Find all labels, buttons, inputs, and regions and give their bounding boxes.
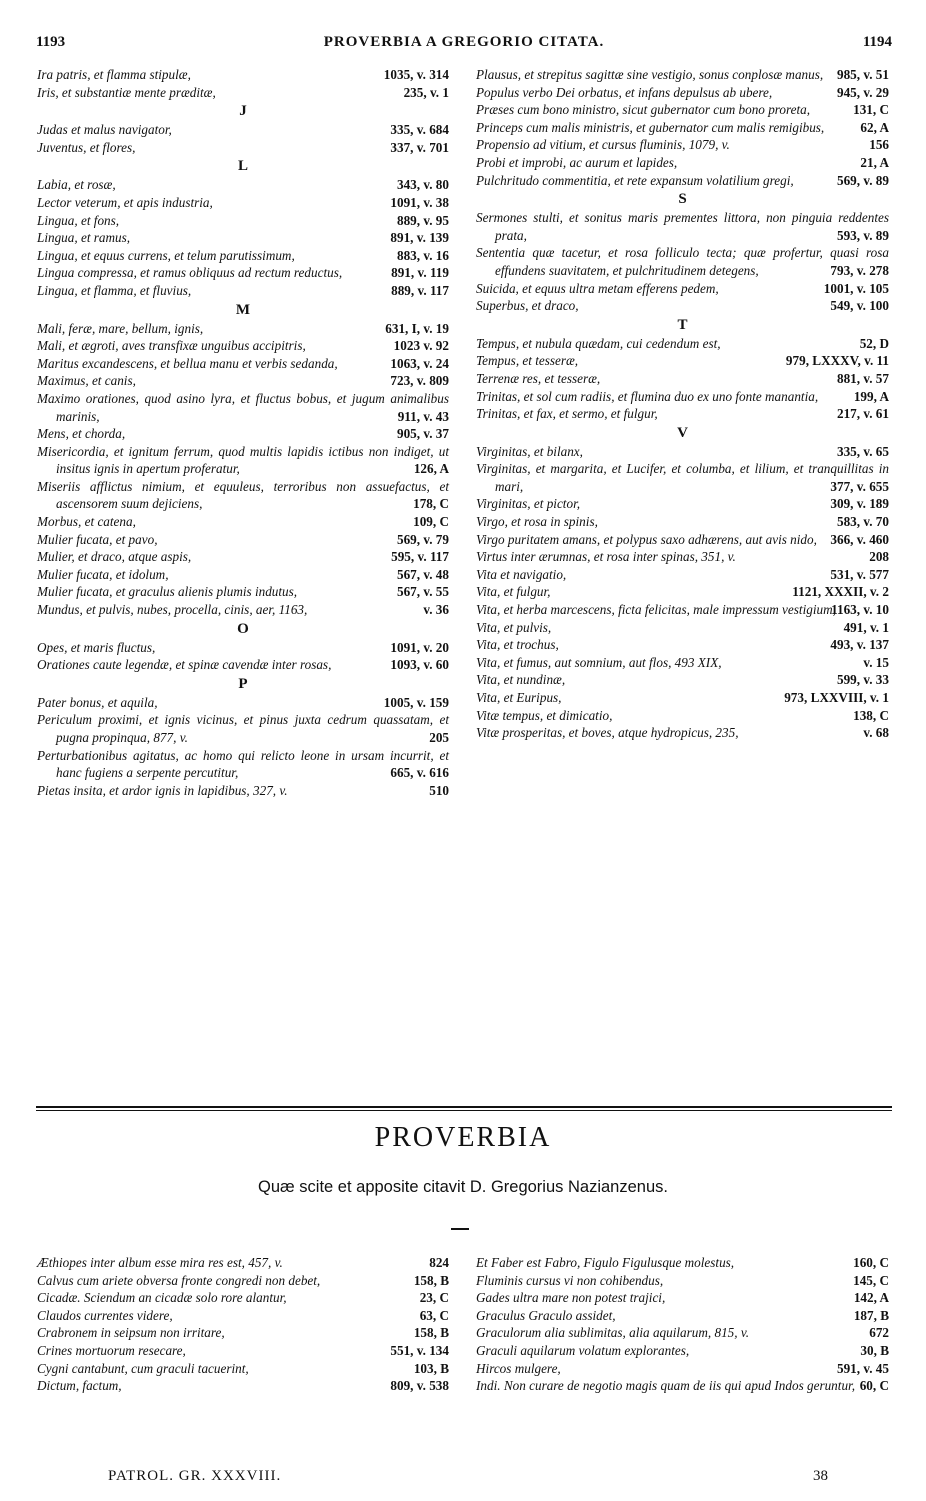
- entry-text: Virginitas, et margarita, et Lucifer, et columba, et lilium, et tranquillitas in mari,: [476, 461, 889, 494]
- entry-reference: v. 68: [863, 725, 889, 741]
- entry-reference: 583, v. 70: [836, 514, 889, 530]
- entry-text: Virtus inter ærumnas, et rosa inter spinas, 351, v.: [476, 549, 736, 565]
- entry-text: Mali, feræ, mare, bellum, ignis,: [37, 320, 204, 336]
- entry-text: Ira patris, et flamma stipulæ,: [37, 67, 191, 82]
- entry-text: Mali, et ægroti, aves transfixæ unguibus accipitris,: [37, 338, 306, 354]
- index-entry: [476, 495, 889, 513]
- index-entry: [476, 707, 889, 725]
- entry-text: Mundus, et pulvis, nubes, procella, cinis, aer, 1163,: [37, 602, 308, 618]
- index-entry: [37, 121, 449, 139]
- entry-reference: 30, B: [860, 1342, 889, 1358]
- entry-text: Trinitas, et fax, et sermo, et fulgur,: [476, 406, 658, 422]
- section-subtitle: Quæ scite et apposite citavit D. Gregorius Nazianzenus.: [258, 1178, 668, 1196]
- entry-text: Mulier fucata, et idolum,: [37, 566, 169, 582]
- entry-text: Hircos mulgere,: [476, 1360, 561, 1376]
- entry-reference: 366, v. 460: [830, 531, 889, 547]
- index-entry: [476, 335, 889, 353]
- entry-text: Cygni cantabunt, cum graculi tacuerint,: [37, 1360, 249, 1376]
- index-entry: [37, 264, 449, 282]
- index-entry: [476, 84, 889, 102]
- entry-reference: 809, v. 538: [390, 1378, 449, 1394]
- index-entry: [37, 320, 449, 338]
- section-dash: [451, 1228, 469, 1230]
- index-entry: [37, 478, 449, 513]
- index-entry: [476, 548, 889, 566]
- entry-text: Virginitas, et pictor,: [476, 496, 581, 512]
- entry-text: Vita, et pulvis,: [476, 619, 552, 635]
- section-rule-thin: [36, 1110, 892, 1111]
- index-entry: [476, 513, 889, 531]
- entry-reference: 235, v. 1: [403, 84, 449, 100]
- entry-text: Miseriis afflictus nimium, et equuleus, terroribus non assuefactus, et ascensorem suum dejiciens,: [37, 478, 449, 512]
- entry-text: Graculorum alia sublimitas, alia aquilarum, 815, v.: [476, 1325, 750, 1341]
- entry-reference: 491, v. 1: [843, 619, 889, 635]
- index-entry: [476, 724, 889, 742]
- index-entry: [476, 370, 889, 388]
- entry-text: Dictum, factum,: [37, 1378, 122, 1394]
- index-entry: [37, 656, 449, 674]
- entry-text: Lingua, et equus currens, et telum parutissimum,: [37, 247, 295, 263]
- entry-reference: 1005, v. 159: [383, 694, 449, 710]
- entry-reference: 1091, v. 38: [390, 194, 449, 210]
- page-number-left: 1193: [36, 34, 66, 50]
- entry-reference: 824: [429, 1255, 449, 1270]
- entry-text: Mulier, et draco, atque aspis,: [37, 549, 192, 565]
- entry-reference: 551, v. 134: [390, 1342, 449, 1358]
- index-entry: [476, 119, 889, 137]
- entry-reference: 178, C: [413, 496, 449, 512]
- entry-text: Præses cum bono ministro, sicut gubernator cum bono proreta,: [476, 102, 811, 118]
- index-entry: [37, 247, 449, 265]
- entry-reference: 103, B: [413, 1360, 449, 1376]
- entry-reference: 973, LXXVIII, v. 1: [784, 690, 889, 705]
- index-entry: [37, 194, 449, 212]
- entry-text: Cicadæ. Sciendum an cicadæ solo rore alantur,: [37, 1290, 287, 1306]
- entry-text: Tempus, et tesseræ,: [476, 353, 579, 369]
- entry-reference: 23, C: [419, 1290, 449, 1306]
- entry-text: Indi. Non curare de negotio magis quam de iis qui apud Indos geruntur,: [476, 1378, 855, 1394]
- index-entry: [476, 172, 889, 190]
- entry-reference: 343, v. 80: [396, 177, 449, 193]
- entry-text: Gades ultra mare non potest trajici,: [476, 1290, 666, 1306]
- index-entry: [37, 1342, 449, 1360]
- entry-reference: 208: [869, 549, 889, 565]
- index-entry: [37, 229, 449, 247]
- entry-text: Vitæ tempus, et dimicatio,: [476, 707, 613, 723]
- entry-text: Calvus cum ariete obversa fronte congredi non debet,: [37, 1272, 321, 1288]
- entry-text: Vita, et nundinæ,: [476, 672, 566, 688]
- entry-text: Orationes caute legendæ, et spinæ cavendæ inter rosas,: [37, 657, 332, 673]
- entry-reference: 889, v. 95: [396, 212, 449, 228]
- entry-text: Perturbationibus agitatus, ac homo qui relicto leone in ursam incurrit, et hanc fugiens a serpente percutitur,: [37, 747, 449, 781]
- entry-reference: 945, v. 29: [836, 84, 889, 100]
- index-entry: [476, 566, 889, 584]
- entry-reference: 1001, v. 105: [823, 280, 889, 296]
- entry-reference: 142, A: [853, 1290, 889, 1306]
- entry-text: Virgo puritatem amans, et polypus saxo adhærens, aut avis nido,: [476, 531, 817, 547]
- entry-text: Lector veterum, et apis industria,: [37, 194, 213, 210]
- index-entry: [476, 1324, 889, 1342]
- entry-text: Judas et malus navigator,: [37, 122, 172, 138]
- index-entry: [37, 531, 449, 549]
- index-entry: [476, 297, 889, 315]
- index-entry: [37, 390, 449, 425]
- entry-text: Vita, et fulgur,: [476, 584, 551, 600]
- entry-text: Propensio ad vitium, et cursus fluminis, 1079, v.: [476, 137, 730, 153]
- entry-text: Lingua, et fons,: [37, 212, 120, 228]
- entry-text: Plausus, et strepitus sagittæ sine vestigio, sonus conplosæ manus,: [476, 67, 824, 82]
- section-letter: J: [239, 103, 247, 120]
- index-entry: [476, 154, 889, 172]
- entry-reference: 1093, v. 60: [390, 657, 449, 673]
- entry-reference: 63, C: [419, 1307, 449, 1323]
- index-entry: [37, 1289, 449, 1307]
- index-entry: [476, 1360, 889, 1378]
- index-entry: [37, 548, 449, 566]
- entry-reference: 158, B: [413, 1325, 449, 1341]
- proverbs-column-right: [476, 1254, 889, 1395]
- entry-text: Crabronem in seipsum non irritare,: [37, 1325, 225, 1341]
- entry-text: Sermones stulti, et sonitus maris prementes littora, non pinguia reddentes prata,: [476, 210, 889, 243]
- entry-reference: 889, v. 117: [391, 282, 449, 298]
- entry-reference: 158, B: [413, 1272, 449, 1288]
- entry-reference: 891, v. 119: [391, 265, 449, 281]
- entry-text: Tempus, et nubula quædam, cui cedendum est,: [476, 335, 721, 351]
- entry-text: Populus verbo Dei orbatus, et infans depulsus ab ubere,: [476, 84, 773, 100]
- entry-text: Vitæ prosperitas, et boves, atque hydropicus, 235,: [476, 725, 739, 741]
- entry-reference: 1121, XXXII, v. 2: [792, 584, 889, 600]
- page-header: [36, 34, 892, 54]
- entry-text: Probi et improbi, ac aurum et lapides,: [476, 154, 678, 170]
- entry-reference: 569, v. 79: [396, 531, 449, 547]
- entry-reference: 493, v. 137: [830, 637, 889, 653]
- entry-reference: 62, A: [860, 119, 889, 135]
- entry-text: Lingua, et flamma, et fluvius,: [37, 282, 192, 298]
- index-entry: [37, 1324, 449, 1342]
- entry-reference: 131, C: [853, 102, 889, 118]
- index-column-left: [37, 66, 449, 799]
- entry-reference: 549, v. 100: [830, 298, 889, 314]
- index-entry: [37, 1307, 449, 1325]
- index-entry: [476, 689, 889, 707]
- entry-reference: 631, I, v. 19: [385, 320, 449, 336]
- entry-reference: 531, v. 577: [830, 566, 889, 582]
- entry-text: Vita et navigatio,: [476, 566, 567, 582]
- index-entry: [476, 1272, 889, 1290]
- section-letter: V: [677, 424, 688, 441]
- entry-text: Labia, et rosæ,: [37, 177, 116, 193]
- entry-text: Vita, et Euripus,: [476, 690, 562, 705]
- entry-text: Periculum proximi, et ignis vicinus, et pinus juxta cedrum quassatam, et pugna propinqua, 877, v.: [37, 712, 449, 745]
- section-letter: M: [235, 301, 251, 318]
- entry-text: Morbus, et catena,: [37, 514, 136, 530]
- entry-reference: 593, v. 89: [836, 227, 889, 243]
- volume-signature: PATROL. GR. XXXVIII.: [108, 1468, 282, 1484]
- entry-reference: 567, v. 48: [396, 566, 449, 582]
- section-letter: S: [678, 191, 687, 208]
- index-entry: [37, 139, 449, 157]
- running-title: PROVERBIA A GREGORIO CITATA.: [323, 34, 605, 50]
- index-entry: [476, 619, 889, 637]
- entry-reference: 60, C: [859, 1378, 889, 1394]
- entry-text: Crines mortuorum resecare,: [37, 1342, 186, 1358]
- index-entry: [37, 372, 449, 390]
- section-title: PROVERBIA: [374, 1122, 552, 1153]
- entry-text: Graculus Graculo assidet,: [476, 1307, 616, 1323]
- entry-text: Et Faber est Fabro, Figulo Figulusque molestus,: [476, 1255, 735, 1270]
- index-entry: [476, 601, 889, 619]
- index-entry: [476, 66, 889, 84]
- entry-reference: 21, A: [860, 154, 889, 170]
- entry-reference: 335, v. 684: [390, 122, 449, 138]
- entry-reference: 599, v. 33: [836, 672, 889, 688]
- index-entry: [37, 443, 449, 478]
- entry-reference: 567, v. 55: [396, 584, 449, 600]
- entry-text: Lingua compressa, et ramus obliquus ad rectum reductus,: [37, 265, 343, 281]
- index-entry: [476, 1342, 889, 1360]
- entry-text: Maritus excandescens, et bellua manu et verbis sedanda,: [37, 355, 338, 371]
- entry-text: Mulier fucata, et graculus alienis plumis indutus,: [37, 584, 298, 600]
- entry-text: Claudos currentes videre,: [37, 1307, 173, 1323]
- index-entry: [476, 460, 889, 495]
- entry-text: Suicida, et equus ultra metam efferens pedem,: [476, 280, 719, 296]
- entry-text: Mens, et chorda,: [37, 426, 126, 442]
- index-entry: [37, 1272, 449, 1290]
- entry-reference: 1063, v. 24: [390, 355, 449, 371]
- entry-text: Mulier fucata, et pavo,: [37, 531, 158, 547]
- entry-text: Maximo orationes, quod asino lyra, et fluctus bobus, et jugum animalibus marinis,: [37, 390, 449, 424]
- section-letter: P: [238, 675, 248, 692]
- index-entry: [37, 782, 449, 800]
- entry-reference: 569, v. 89: [836, 172, 889, 188]
- index-entry: [476, 101, 889, 119]
- section-letter: L: [237, 158, 248, 175]
- entry-text: Pulchritudo commentitia, et rete expansum volatilium gregi,: [476, 172, 794, 188]
- index-entry: [476, 671, 889, 689]
- entry-reference: 205: [429, 730, 449, 745]
- entry-reference: 881, v. 57: [836, 370, 889, 386]
- index-entry: [37, 337, 449, 355]
- entry-text: Pietas insita, et ardor ignis in lapidibus, 327, v.: [37, 782, 288, 798]
- entry-text: Misericordia, et ignitum ferrum, quod multis lapidis ictibus non indiget, ut insitus ignis in apertum proferatur,: [37, 443, 449, 477]
- proverbs-column-left: [37, 1254, 449, 1395]
- index-entry: [476, 244, 889, 279]
- index-entry: [476, 352, 889, 370]
- index-entry: [37, 711, 449, 746]
- entry-reference: v. 15: [863, 654, 889, 670]
- index-entry: [37, 601, 449, 619]
- index-entry: [476, 136, 889, 154]
- entry-reference: 309, v. 189: [830, 496, 889, 512]
- entry-reference: 672: [869, 1325, 889, 1341]
- index-entry: [476, 209, 889, 244]
- section-rule-thick: [36, 1106, 892, 1108]
- entry-reference: 337, v. 701: [390, 139, 449, 155]
- index-entry: [476, 531, 889, 549]
- entry-reference: 335, v. 65: [836, 443, 889, 459]
- index-entry: [37, 566, 449, 584]
- entry-reference: 377, v. 655: [830, 478, 889, 494]
- entry-reference: v. 36: [423, 602, 449, 618]
- entry-reference: 1163, v. 10: [831, 602, 889, 618]
- index-entry: [476, 388, 889, 406]
- entry-text: Princeps cum malis ministris, et gubernator cum malis remigibus,: [476, 119, 825, 135]
- entry-text: Superbus, et draco,: [476, 298, 579, 314]
- entry-reference: 891, v. 139: [390, 230, 449, 246]
- entry-text: Vita, et trochus,: [476, 637, 559, 653]
- entry-text: Graculi aquilarum volatum explorantes,: [476, 1342, 690, 1358]
- entry-reference: 160, C: [853, 1255, 889, 1270]
- entry-reference: 793, v. 278: [830, 262, 889, 278]
- section-letter: T: [677, 316, 688, 333]
- index-entry: [476, 280, 889, 298]
- index-entry: [37, 84, 449, 102]
- entry-reference: 109, C: [413, 514, 449, 530]
- index-entry: [476, 1307, 889, 1325]
- index-entry: [37, 66, 449, 84]
- entry-text: Terrenæ res, et tesseræ,: [476, 370, 601, 386]
- index-entry: [37, 1254, 449, 1272]
- entry-reference: 979, LXXXV, v. 11: [785, 353, 889, 369]
- entry-text: Virginitas, et bilanx,: [476, 443, 583, 459]
- entry-reference: 595, v. 117: [391, 549, 449, 565]
- index-entry: [37, 282, 449, 300]
- index-entry: [37, 1377, 449, 1395]
- entry-text: Pater bonus, et aquila,: [37, 694, 158, 710]
- index-entry: [37, 694, 449, 712]
- entry-text: Juventus, et flores,: [37, 139, 136, 155]
- index-entry: [476, 405, 889, 423]
- entry-reference: 883, v. 16: [396, 247, 449, 263]
- entry-reference: 126, A: [413, 461, 449, 477]
- entry-text: Vita, et herba marcescens, ficta felicitas, male impressum vestigium,: [476, 602, 836, 618]
- index-entry: [476, 583, 889, 601]
- entry-reference: 138, C: [853, 707, 889, 723]
- entry-reference: 217, v. 61: [836, 406, 889, 422]
- index-entry: [476, 1377, 889, 1395]
- entry-reference: 665, v. 616: [390, 765, 449, 781]
- entry-reference: 905, v. 37: [396, 426, 449, 442]
- index-entry: [476, 1254, 889, 1272]
- index-entry: [37, 425, 449, 443]
- sheet-number: 38: [813, 1468, 828, 1484]
- index-entry: [37, 639, 449, 657]
- entry-text: Virgo, et rosa in spinis,: [476, 514, 598, 530]
- entry-reference: 52, D: [859, 335, 889, 351]
- entry-text: Fluminis cursus vi non cohibendus,: [476, 1272, 664, 1288]
- entry-reference: 985, v. 51: [836, 67, 889, 82]
- entry-reference: 723, v. 809: [390, 373, 449, 389]
- index-entry: [476, 1289, 889, 1307]
- entry-reference: 510: [429, 782, 449, 798]
- index-column-right: [476, 66, 889, 742]
- entry-reference: 591, v. 45: [836, 1360, 889, 1376]
- entry-text: Lingua, et ramus,: [37, 230, 131, 246]
- page-footer: [108, 1468, 828, 1490]
- entry-reference: 145, C: [853, 1272, 889, 1288]
- entry-reference: 911, v. 43: [397, 408, 449, 424]
- index-entry: [37, 513, 449, 531]
- entry-text: Maximus, et canis,: [37, 373, 136, 389]
- entry-text: Vita, et fumus, aut somnium, aut flos, 493 XIX,: [476, 654, 722, 670]
- index-entry: [476, 654, 889, 672]
- entry-reference: 199, A: [853, 388, 889, 404]
- entry-reference: 1035, v. 314: [383, 67, 449, 82]
- index-entry: [37, 176, 449, 194]
- entry-text: Trinitas, et sol cum radiis, et flumina duo ex uno fonte manantia,: [476, 388, 819, 404]
- index-entry: [37, 355, 449, 373]
- index-entry: [37, 1360, 449, 1378]
- section-letter: O: [237, 620, 249, 637]
- index-entry: [37, 747, 449, 782]
- entry-text: Opes, et maris fluctus,: [37, 639, 156, 655]
- index-entry: [37, 583, 449, 601]
- entry-text: Æthiopes inter album esse mira res est, 457, v.: [37, 1255, 283, 1270]
- index-entry: [476, 443, 889, 461]
- entry-reference: 1091, v. 20: [390, 639, 449, 655]
- entry-text: Iris, et substantiæ mente præditæ,: [37, 84, 216, 100]
- page-number-right: 1194: [862, 34, 892, 50]
- index-entry: [37, 212, 449, 230]
- entry-text: Sententia quæ tacetur, et rosa folliculo tecta; quæ profertur, quasi rosa effundens suavitatem, et pulchritudinem detegens,: [476, 245, 889, 278]
- entry-reference: 187, B: [853, 1307, 889, 1323]
- entry-reference: 156: [869, 137, 889, 153]
- index-entry: [476, 636, 889, 654]
- entry-reference: 1023 v. 92: [393, 338, 449, 354]
